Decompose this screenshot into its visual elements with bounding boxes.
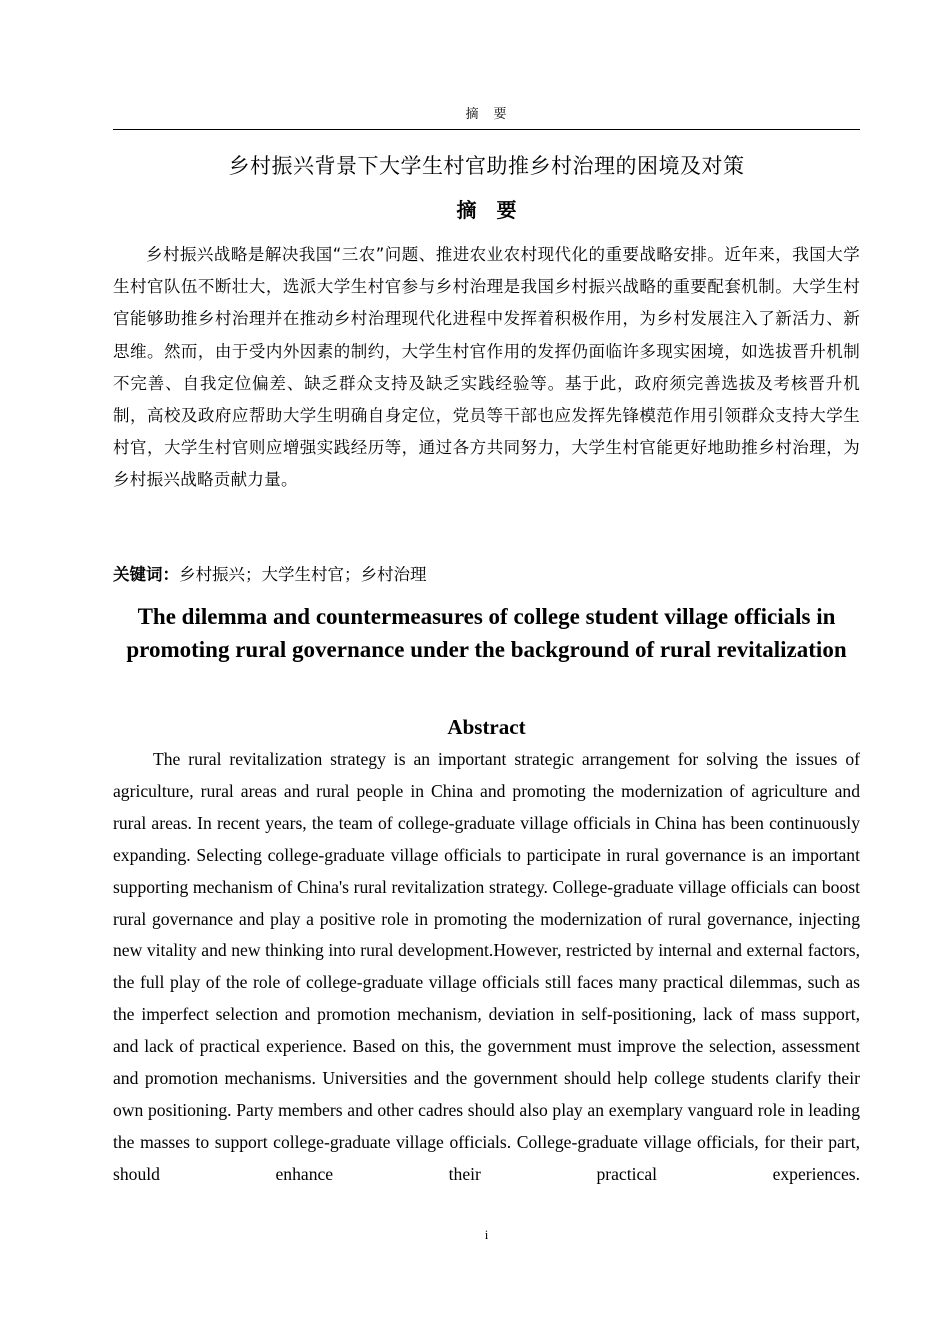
page-number: i (484, 1227, 489, 1242)
running-header (113, 104, 860, 130)
keywords-label: 关键词： (113, 565, 179, 584)
english-paper-title: The dilemma and countermeasures of college student village officials in promoting rural governance under the background of rural revitalization (126, 604, 847, 662)
chinese-keywords (113, 560, 860, 590)
chinese-abstract-body: 乡村振兴战略是解决我国“三农”问题、推进农业农村现代化的重要战略安排。近年来，我国大学生村官队伍不断壮大，选派大学生村官参与乡村治理是我国乡村振兴战略的重要配套机制。大学生村官能够助推乡村治理并在推动乡村治理现代化进程中发挥着积极作用，为乡村发展注入了新活力、新思维。然而，由于受内外因素的制约，大学生村官作用的发挥仍面临许多现实困境，如选拔晋升机制不完善、自我定位偏差、缺乏群众支持及缺乏实践经验等。基于此，政府须完善选拔及考核晋升机制，高校及政府应帮助大学生明确自身定位，党员等干部也应发挥先锋模范作用引领群众支持大学生村官，大学生村官则应增强实践经历等，通过各方共同努力，大学生村官能更好地助推乡村治理，为乡村振兴战略贡献力量。 (113, 245, 860, 490)
chinese-abstract-heading: 摘 要 (456, 198, 517, 222)
running-header-title: 摘 要 (465, 107, 508, 122)
chinese-paper-title: 乡村振兴背景下大学生村官助推乡村治理的困境及对策 (228, 154, 745, 178)
english-abstract-body: The rural revitalization strategy is an important strategic arrangement for solving the issues of agriculture, rural areas and rural people in China and promoting the modernization of agriculture and rural areas. In recent years, the team of college-graduate village officials in China has been continuously expanding. Selecting college-graduate village officials to participate in rural governance is an important supporting mechanism of China's rural revitalization strategy. College-graduate village officials can boost rural governance and play a positive role in promoting the modernization of rural governance, injecting new vitality and new thinking into rural development.However, restricted by internal and external factors, the full play of the role of college-graduate village officials still faces many practical dilemmas, such as the imperfect selection and promotion mechanism, deviation in self-positioning, lack of mass support, and lack of practical experience. Based on this, the government must improve the selection, assessment and promotion mechanisms. Universities and the government should help college students clarify their own positioning. Party members and other cadres should also play an exemplary vanguard role in leading the masses to support college-graduate village officials. College-graduate village officials, for their part, should enhance their practical experiences. (113, 749, 860, 1184)
keywords-list: 乡村振兴；大学生村官；乡村治理 (179, 565, 427, 584)
english-abstract-heading: Abstract (447, 715, 526, 739)
